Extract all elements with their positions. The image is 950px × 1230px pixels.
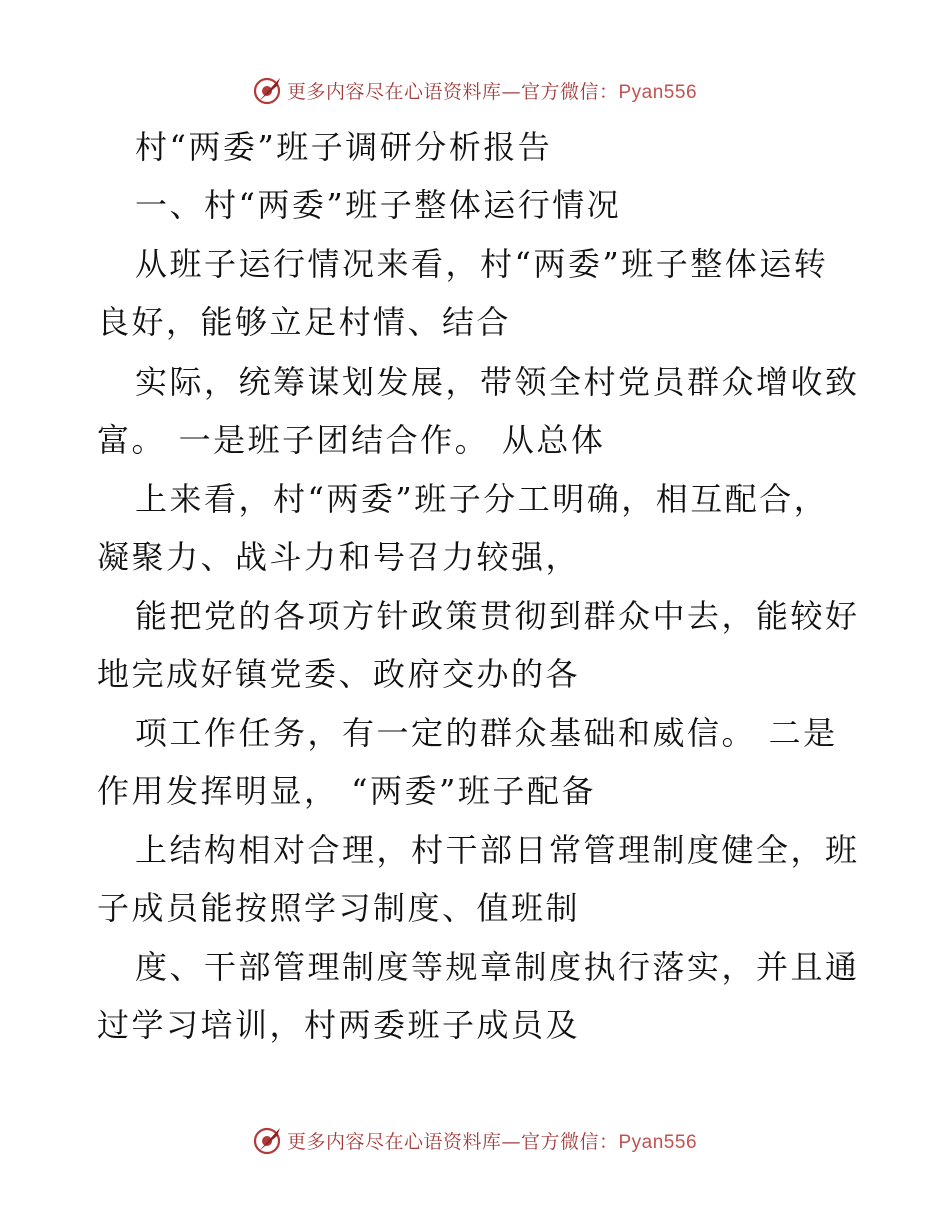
paragraph-line: 上来看，村“两委”班子分工明确，相互配合， [135, 480, 829, 518]
paragraph-line: 项工作任务，有一定的群众基础和威信。 二是 [135, 714, 838, 752]
paragraph-line: 富。 一是班子团结合作。 从总体 [97, 421, 606, 459]
paragraph-line: 上结构相对合理，村干部日常管理制度健全，班 [135, 831, 860, 869]
quill-logo-icon [253, 1125, 283, 1155]
paragraph-line: 凝聚力、战斗力和号召力较强， [97, 538, 581, 576]
document-title: 村“两委”班子调研分析报告 [135, 128, 553, 166]
footer-watermark [0, 1120, 950, 1160]
paragraph-line: 作用发挥明显， “两委”班子配备 [97, 772, 596, 810]
paragraph-line: 良好，能够立足村情、结合 [97, 303, 512, 341]
paragraph-line: 过学习培训，村两委班子成员及 [97, 1006, 581, 1044]
paragraph-line: 实际，统筹谋划发展，带领全村党员群众增收致 [135, 363, 860, 401]
paragraph-line: 地完成好镇党委、政府交办的各 [97, 655, 581, 693]
watermark-text: 更多内容尽在心语资料库—官方微信：Pyan556 [286, 80, 698, 103]
header-watermark [0, 70, 950, 110]
section-heading: 一、村“两委”班子整体运行情况 [135, 186, 622, 224]
paragraph-line: 子成员能按照学习制度、值班制 [97, 889, 581, 927]
paragraph-line: 从班子运行情况来看，村“两委”班子整体运转 [135, 245, 829, 283]
paragraph-line: 度、干部管理制度等规章制度执行落实，并且通 [135, 948, 860, 986]
watermark-text: 更多内容尽在心语资料库—官方微信：Pyan556 [286, 1130, 698, 1153]
quill-logo-icon [253, 75, 283, 105]
paragraph-line: 能把党的各项方针政策贯彻到群众中去，能较好 [135, 597, 860, 635]
